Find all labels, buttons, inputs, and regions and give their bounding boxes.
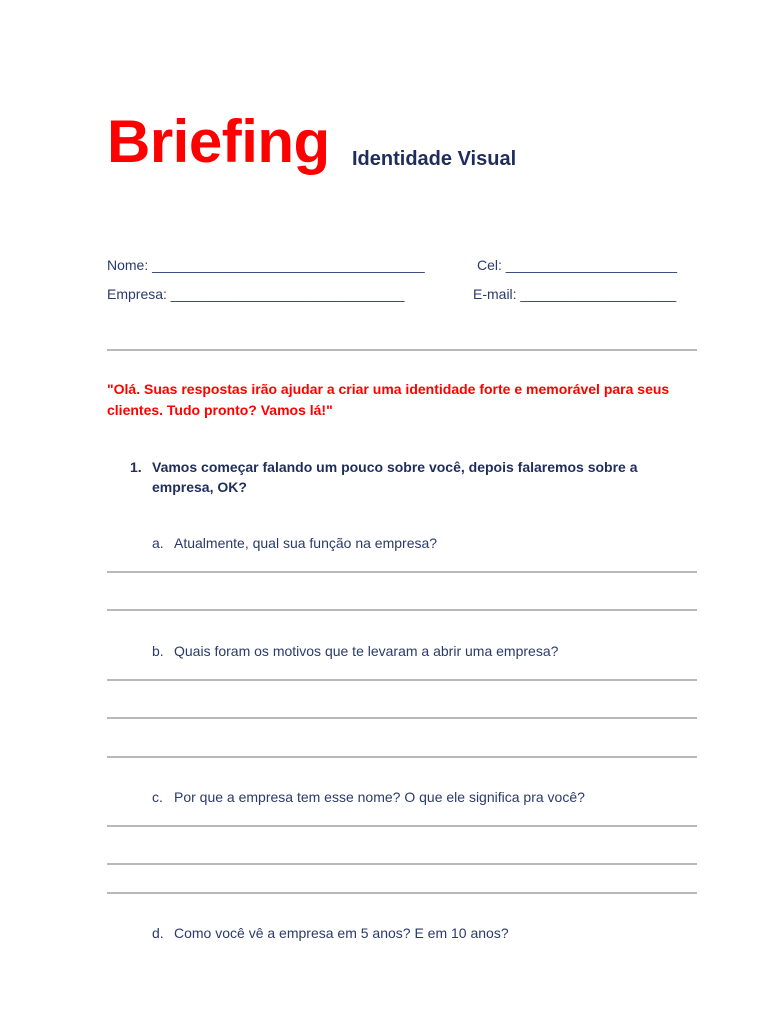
- section-divider: [107, 349, 697, 351]
- email-field[interactable]: E-mail: ____________________: [473, 286, 677, 302]
- question-text: Vamos começar falando um pouco sobre você, depois falaremos sobre a empresa, OK?: [152, 459, 638, 495]
- subquestion-letter: c.: [152, 789, 163, 805]
- subquestion-text: Quais foram os motivos que te levaram a abrir uma empresa?: [174, 643, 559, 659]
- answer-line[interactable]: [107, 679, 697, 681]
- empresa-field[interactable]: Empresa: ______________________________: [107, 286, 405, 302]
- subquestion-text: Atualmente, qual sua função na empresa?: [174, 535, 438, 551]
- answer-line[interactable]: [107, 571, 697, 573]
- page-subtitle: Identidade Visual: [352, 148, 517, 170]
- answer-line[interactable]: [107, 825, 697, 827]
- subquestion-d: [152, 926, 509, 940]
- nome-field[interactable]: Nome: ___________________________________: [107, 257, 425, 273]
- answer-line[interactable]: [107, 756, 697, 758]
- subquestion-letter: a.: [152, 535, 164, 551]
- subquestion-text: Como você vê a empresa em 5 anos? E em 10 anos?: [174, 925, 509, 941]
- answer-line[interactable]: [107, 892, 697, 894]
- cel-field[interactable]: Cel: ______________________: [477, 257, 678, 273]
- subquestion-b: [152, 644, 558, 658]
- page-title: Briefing: [107, 108, 330, 175]
- subquestion-text: Por que a empresa tem esse nome? O que ele significa pra você?: [174, 789, 585, 805]
- answer-line[interactable]: [107, 717, 697, 719]
- question-number: 1.: [130, 459, 142, 475]
- subquestion-a: [152, 536, 437, 550]
- subquestion-letter: b.: [152, 643, 164, 659]
- answer-line[interactable]: [107, 863, 697, 865]
- subquestion-c: [152, 790, 585, 804]
- intro-text: "Olá. Suas respostas irão ajudar a criar uma identidade forte e memorável para seus clientes. Tudo pronto? Vamos lá!": [107, 381, 670, 418]
- answer-line[interactable]: [107, 609, 697, 611]
- subquestion-letter: d.: [152, 925, 164, 941]
